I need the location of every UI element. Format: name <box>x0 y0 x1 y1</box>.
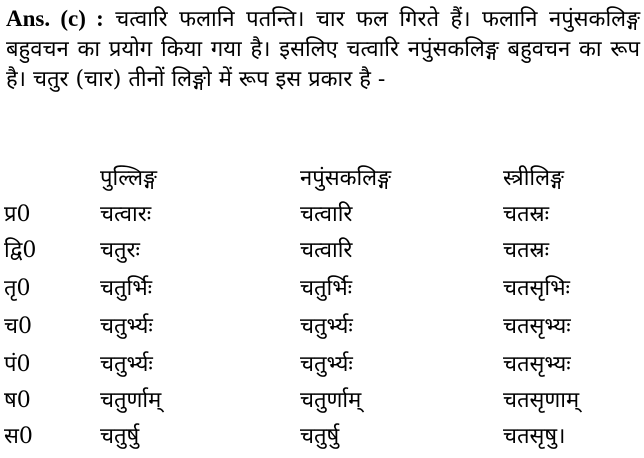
answer-paragraph <box>6 4 640 95</box>
neuter-form: चतुर्षु <box>300 424 340 449</box>
feminine-form: चतसृणाम् <box>503 388 580 413</box>
feminine-form: चतसृभ्यः <box>503 352 571 377</box>
case-label: च0 <box>4 314 32 339</box>
case-label: ष0 <box>4 388 31 413</box>
feminine-form: चतसृभिः <box>503 276 570 301</box>
masculine-form: चतुर्णाम् <box>100 388 162 413</box>
table-row <box>0 382 644 420</box>
case-label: तृ0 <box>4 276 31 301</box>
feminine-form: चतस्रः <box>503 238 550 263</box>
neuter-form: चत्वारि <box>300 202 353 227</box>
feminine-form: चतस्रः <box>503 202 550 227</box>
table-row <box>0 308 644 346</box>
masculine-form: चतुर्भ्यः <box>100 352 153 377</box>
masculine-form: चत्वारः <box>100 202 152 227</box>
table-row <box>0 270 644 308</box>
feminine-form: चतसृषु। <box>503 424 566 449</box>
answer-text: चत्वारि फलानि पतन्ति। चार फल गिरते हैं। फलानि नपुंसकलिङ्ग बहुवचन का प्रयोग किया गया है। इसलिए चत्वारि नपुंसकलिङ्ग बहुवचन का रूप है। चतुर (चार) तीनों लिङ्गो में रूप इस प्रकार है - <box>6 7 640 92</box>
header-masculine: पुल्लिङ्ग <box>100 166 157 191</box>
header-feminine: स्त्रीलिङ्ग <box>503 166 564 191</box>
case-label: द्वि0 <box>4 238 37 263</box>
neuter-form: चतुर्भ्यः <box>300 314 353 339</box>
masculine-form: चतुर्षु <box>100 424 140 449</box>
neuter-form: चतुर्भिः <box>300 276 353 301</box>
case-label: पं0 <box>4 352 31 377</box>
neuter-form: चतुर्णाम् <box>300 388 362 413</box>
answer-label: Ans. (c) : <box>6 6 104 31</box>
table-row <box>0 418 644 456</box>
table-row <box>0 196 644 234</box>
neuter-form: चतुर्भ्यः <box>300 352 353 377</box>
masculine-form: चतुरः <box>100 238 140 263</box>
table-header-row <box>0 160 644 198</box>
case-label: स0 <box>4 424 33 449</box>
feminine-form: चतसृभ्यः <box>503 314 571 339</box>
masculine-form: चतुर्भ्यः <box>100 314 153 339</box>
neuter-form: चत्वारि <box>300 238 353 263</box>
masculine-form: चतुर्भिः <box>100 276 153 301</box>
table-row <box>0 346 644 384</box>
table-row <box>0 232 644 270</box>
header-neuter: नपुंसकलिङ्ग <box>300 166 392 191</box>
case-label: प्र0 <box>4 202 31 227</box>
